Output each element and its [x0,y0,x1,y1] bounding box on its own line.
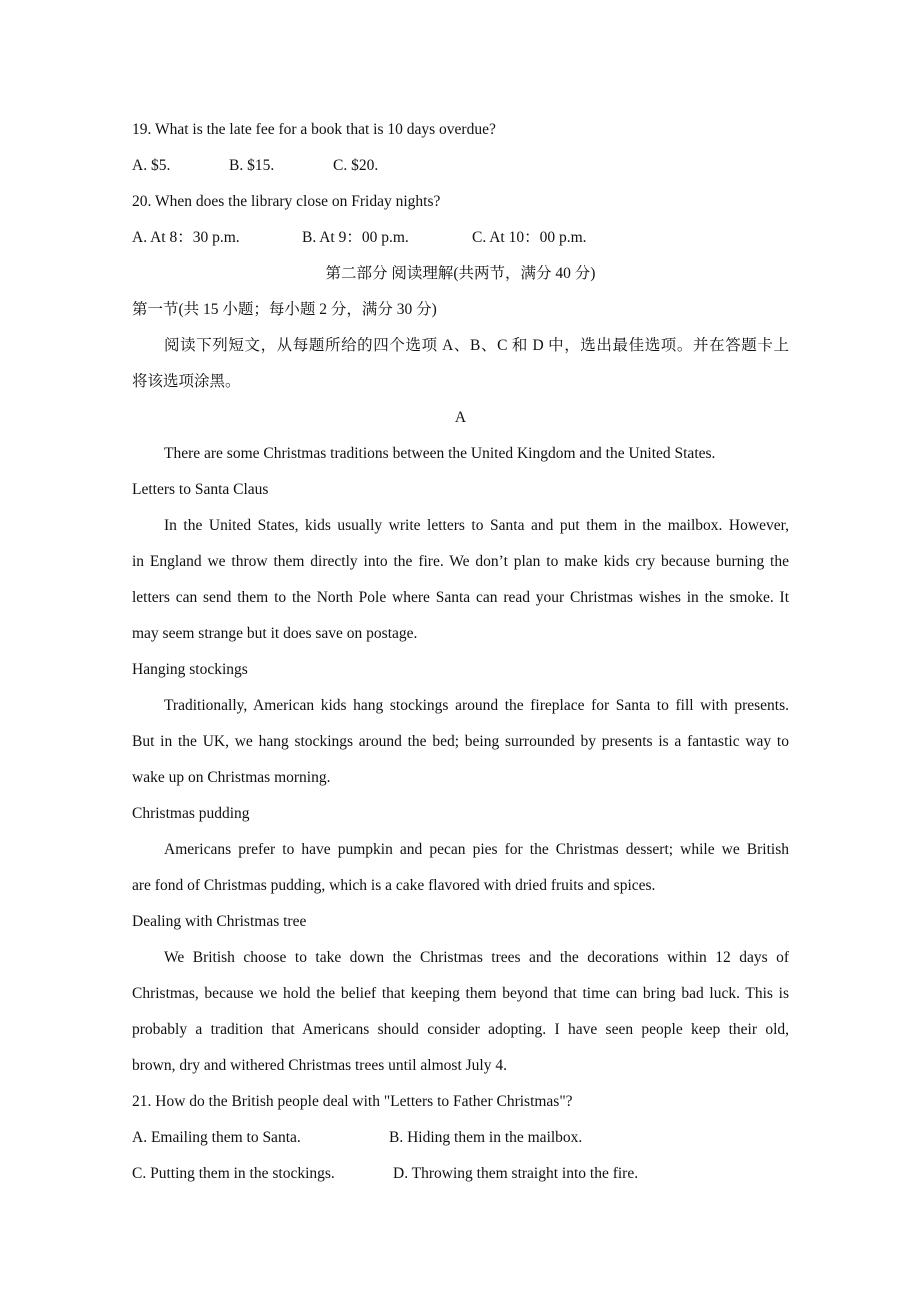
question-20-options [132,220,789,256]
part-two-title: 第二部分 阅读理解(共两节，满分 40 分) [325,265,596,282]
option-19-c: C. $20. [333,157,379,174]
option-20-b: B. At 9：00 p.m. [302,229,409,246]
instruction-line-1: 阅读下列短文，从每题所给的四个选项 A、B、C 和 D 中，选出最佳选项。并在答题卡上 [164,337,789,354]
option-19-a: A. $5. [132,157,171,174]
paragraph-line: But in the UK, we hang stockings around the bed; being surrounded by presents is a fantastic way to [132,733,789,750]
passage-label: A [454,409,467,426]
question-19: 19. What is the late fee for a book that is 10 days overdue? [132,121,496,138]
option-20-a: A. At 8：30 p.m. [132,229,240,246]
subheading-stockings: Hanging stockings [132,661,248,678]
instruction-line-2: 将该选项涂黑。 [132,373,241,390]
option-21-c: C. Putting them in the stockings. [132,1165,335,1182]
option-21-a: A. Emailing them to Santa. [132,1129,301,1146]
paragraph-line: Americans prefer to have pumpkin and pecan pies for the Christmas dessert; while we British [164,841,789,858]
exam-page [132,112,789,1192]
question-21-options-row2 [132,1156,789,1192]
paragraph-line: in England we throw them directly into the fire. We don’t plan to make kids cry because burning the [132,553,789,570]
question-20: 20. When does the library close on Friday nights? [132,193,441,210]
paragraph-line: Christmas, because we hold the belief that keeping them beyond that time can bring bad luck. This is [132,985,789,1002]
question-21: 21. How do the British people deal with "Letters to Father Christmas"? [132,1093,573,1110]
paragraph-line: probably a tradition that Americans should consider adopting. I have seen people keep their old, [132,1021,789,1038]
paragraph-line: letters can send them to the North Pole where Santa can read your Christmas wishes in the smoke. It [132,589,789,606]
paragraph-line: wake up on Christmas morning. [132,769,331,786]
paragraph-line: may seem strange but it does save on postage. [132,625,418,642]
option-19-b: B. $15. [229,157,275,174]
paragraph-line: Traditionally, American kids hang stockings around the fireplace for Santa to fill with presents. [164,697,789,714]
subheading-letters: Letters to Santa Claus [132,481,269,498]
question-21-options-row1 [132,1120,789,1156]
option-20-c: C. At 10：00 p.m. [472,229,587,246]
subheading-pudding: Christmas pudding [132,805,250,822]
question-19-options [132,148,789,184]
subheading-tree: Dealing with Christmas tree [132,913,307,930]
paragraph-line: are fond of Christmas pudding, which is a cake flavored with dried fruits and spices. [132,877,656,894]
option-21-d: D. Throwing them straight into the fire. [393,1165,639,1182]
passage-intro: There are some Christmas traditions between the United Kingdom and the United States. [164,445,716,462]
paragraph-line: In the United States, kids usually write letters to Santa and put them in the mailbox. However, [164,517,789,534]
paragraph-line: We British choose to take down the Christmas trees and the decorations within 12 days of [164,949,789,966]
section-one-heading: 第一节(共 15 小题；每小题 2 分，满分 30 分) [132,301,437,318]
paragraph-line: brown, dry and withered Christmas trees until almost July 4. [132,1057,507,1074]
option-21-b: B. Hiding them in the mailbox. [389,1129,583,1146]
